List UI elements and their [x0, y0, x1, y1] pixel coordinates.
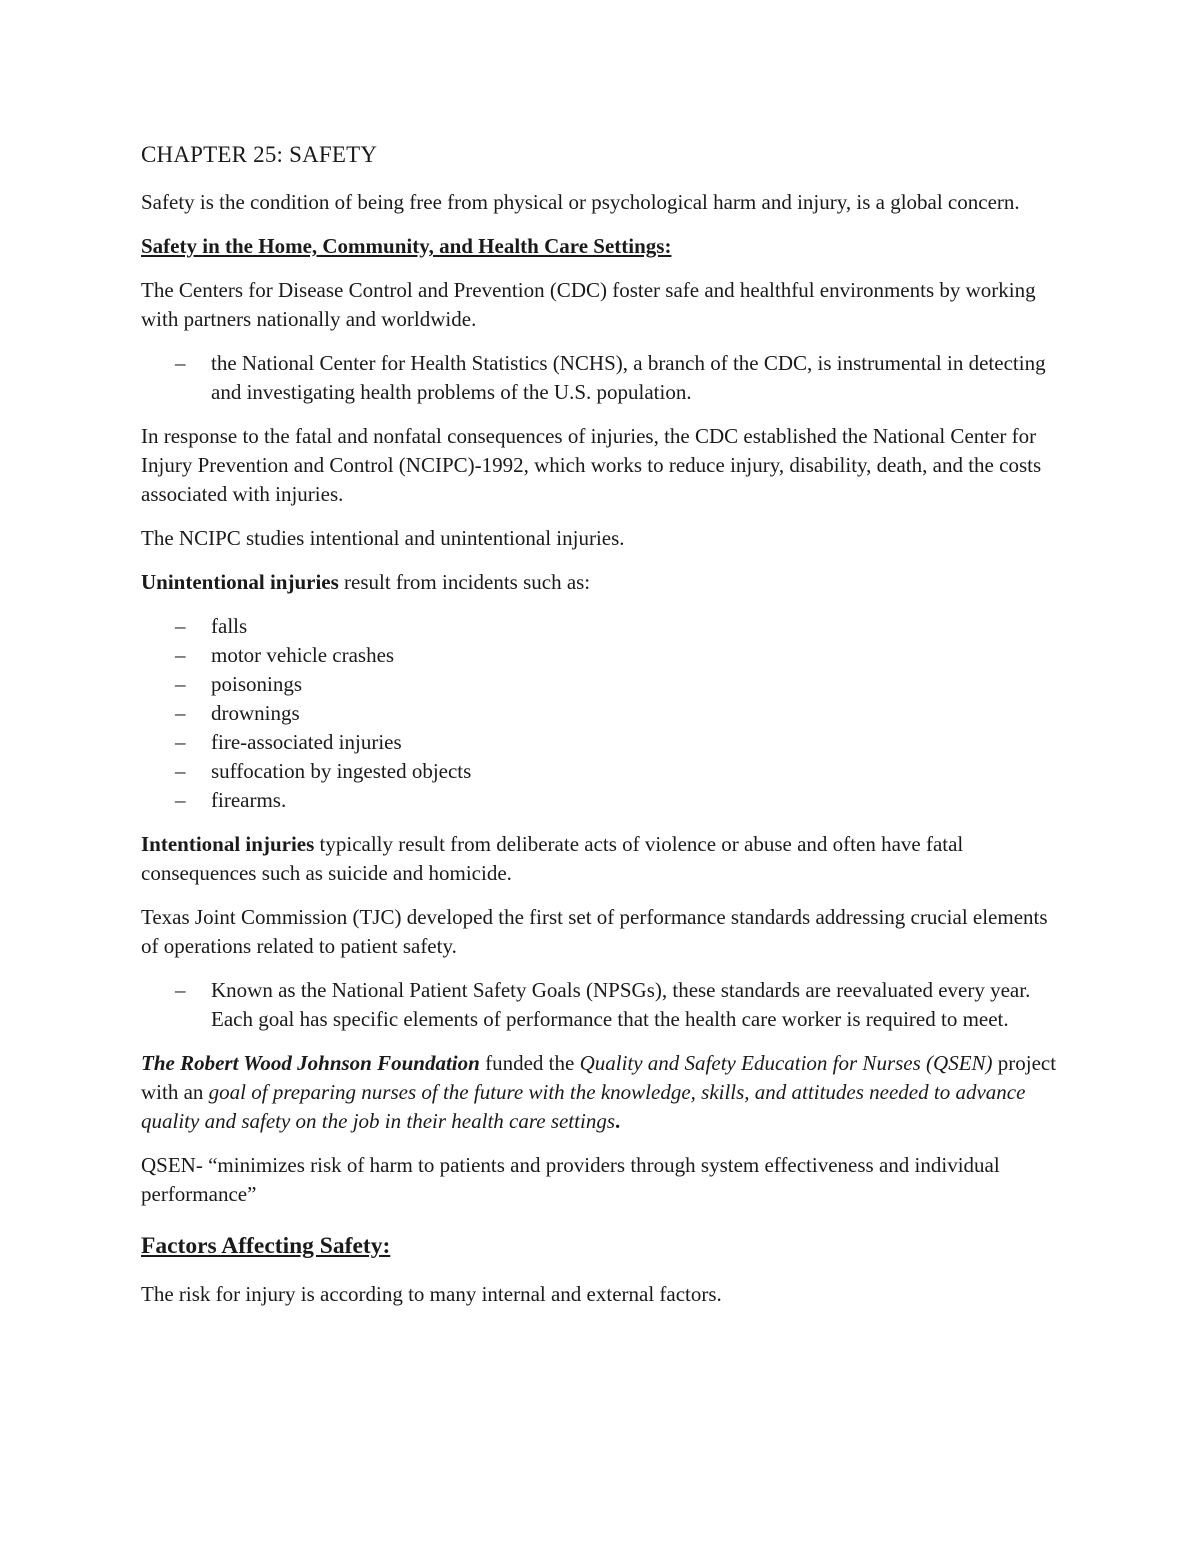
unintentional-term: Unintentional injuries	[141, 570, 339, 594]
list-item: – falls	[141, 612, 1066, 641]
factors-heading: Factors Affecting Safety:	[141, 1233, 391, 1259]
list-item: – suffocation by ingested objects	[141, 757, 1066, 786]
unintentional-list	[141, 612, 1066, 815]
ncipc-studies-paragraph: The NCIPC studies intentional and unintentional injuries.	[141, 526, 625, 550]
ncipc-paragraph: In response to the fatal and nonfatal consequences of injuries, the CDC established the National Center for Injury Prevention and Control (NCIPC)-1992, which works to reduce injury, disability, death, and the costs associated with injuries.	[141, 424, 1042, 506]
qsen-name: Quality and Safety Education for Nurses (QSEN)	[579, 1051, 993, 1075]
list-item: – fire-associated injuries	[141, 728, 1066, 757]
section-heading-settings: Safety in the Home, Community, and Health Care Settings:	[141, 234, 672, 258]
intro-paragraph: Safety is the condition of being free from physical or psychological harm and injury, is a global concern.	[141, 190, 1020, 214]
intentional-text: typically result from deliberate acts of violence or abuse and often have fatal consequences such as suicide and homicide.	[141, 832, 964, 885]
rwjf-paragraph	[141, 1049, 1066, 1136]
factors-paragraph: The risk for injury is according to many internal and external factors.	[141, 1282, 722, 1306]
list-item: – firearms.	[141, 786, 1066, 815]
list-item: – Known as the National Patient Safety Goals (NPSGs), these standards are reevaluated every year. Each goal has specific elements of performance that the health care worker is required to meet.	[141, 976, 1066, 1034]
tjc-paragraph: Texas Joint Commission (TJC) developed the first set of performance standards addressing crucial elements of operations related to patient safety.	[141, 905, 1048, 958]
rwjf-funded-text: funded the	[479, 1051, 580, 1075]
qsen-end: .	[615, 1109, 621, 1133]
chapter-title: CHAPTER 25: SAFETY	[141, 142, 378, 167]
list-item: – drownings	[141, 699, 1066, 728]
qsen-project-text: project with an	[141, 1051, 1057, 1104]
list-item: – the National Center for Health Statistics (NCHS), a branch of the CDC, is instrumental in detecting and investigating health problems of the U.S. population.	[141, 349, 1066, 407]
unintentional-text: result from incidents such as:	[338, 570, 591, 594]
list-item: – motor vehicle crashes	[141, 641, 1066, 670]
qsen-quote: QSEN- “minimizes risk of harm to patients and providers through system effectiveness and individual performance”	[141, 1153, 1000, 1206]
intentional-term: Intentional injuries	[141, 832, 315, 856]
nchs-list	[141, 349, 1066, 407]
unintentional-paragraph	[141, 568, 1066, 597]
document-page	[141, 140, 1066, 1324]
intentional-paragraph	[141, 830, 1066, 888]
rwjf-name: The Robert Wood Johnson Foundation	[141, 1051, 480, 1075]
list-item: – poisonings	[141, 670, 1066, 699]
npsg-list	[141, 976, 1066, 1034]
cdc-paragraph: The Centers for Disease Control and Prevention (CDC) foster safe and healthful environments by working with partners nationally and worldwide.	[141, 278, 1036, 331]
qsen-goal: goal of preparing nurses of the future with the knowledge, skills, and attitudes needed to advance quality and safety on the job in their health care settings	[141, 1080, 1026, 1133]
